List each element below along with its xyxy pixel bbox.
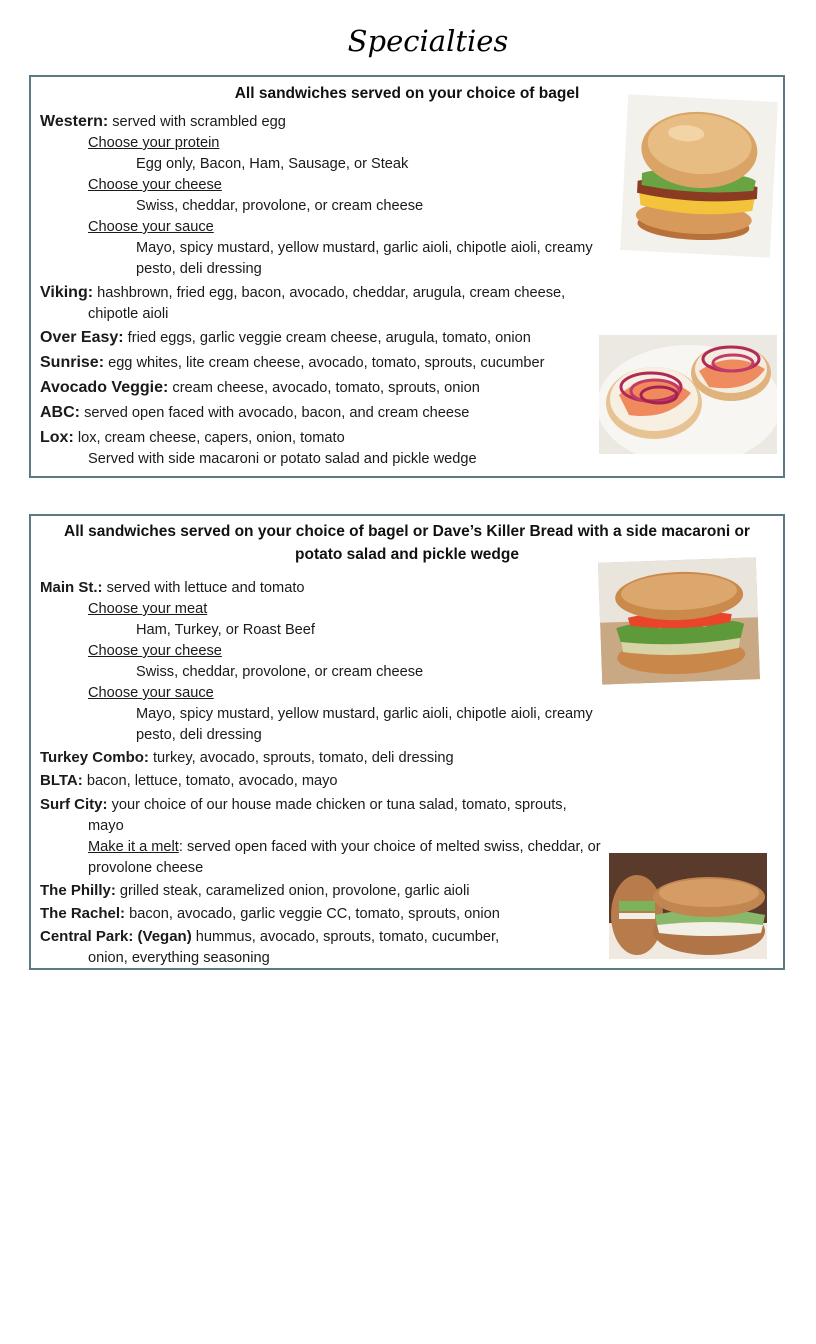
melt-desc-line2: provolone cheese (88, 860, 204, 876)
rachel-desc: bacon, avocado, garlic veggie CC, tomato, sprouts, onion (129, 906, 500, 922)
cheese-options: Swiss, cheddar, provolone, or cream cheese (136, 198, 424, 214)
main-st-desc: served with lettuce and tomato (106, 580, 305, 596)
choose-sauce-label: Choose your sauce (88, 219, 214, 235)
avocado-veggie-name: Avocado Veggie: (40, 379, 169, 396)
make-it-a-melt-label: Make it a melt (88, 839, 179, 855)
viking-item (40, 282, 783, 304)
sauce-options-2-line2: pesto, deli dressing (136, 727, 262, 743)
choose-meat-label: Choose your meat (88, 601, 208, 617)
deli-sandwich-photo (598, 557, 760, 684)
rachel-name: The Rachel: (40, 905, 126, 922)
viking-desc-line2: chipotle aioli (88, 306, 169, 322)
page-title: Specialties (347, 24, 509, 58)
philly-name: The Philly: (40, 882, 116, 899)
choose-sauce-label-2: Choose your sauce (88, 685, 214, 701)
blta-item (40, 770, 783, 792)
sauce-options-2-line1: Mayo, spicy mustard, yellow mustard, garlic aioli, chipotle aioli, creamy (136, 706, 593, 722)
central-park-desc: hummus, avocado, sprouts, tomato, cucumber, (195, 929, 500, 945)
surf-city-item (40, 794, 783, 816)
sauce-options-line1: Mayo, spicy mustard, yellow mustard, garlic aioli, chipotle aioli, creamy (136, 240, 593, 256)
sliced-bagel-sandwich-photo (609, 853, 767, 959)
sunrise-desc: egg whites, lite cream cheese, avocado, tomato, sprouts, cucumber (108, 355, 545, 371)
section1-header: All sandwiches served on your choice of bagel (234, 85, 580, 102)
breakfast-sandwich-photo (620, 94, 778, 258)
central-park-desc-line2: onion, everything seasoning (88, 950, 270, 966)
blta-desc: bacon, lettuce, tomato, avocado, mayo (86, 773, 338, 789)
surf-city-name: Surf City: (40, 796, 108, 813)
philly-desc: grilled steak, caramelized onion, provolone, garlic aioli (119, 883, 470, 899)
choose-cheese-label: Choose your cheese (88, 177, 222, 193)
side-note: Served with side macaroni or potato salad and pickle wedge (88, 451, 477, 467)
lox-name: Lox: (40, 429, 74, 446)
turkey-combo-desc: turkey, avocado, sprouts, tomato, deli dressing (152, 750, 454, 766)
turkey-combo-name: Turkey Combo: (40, 749, 149, 766)
main-st-name: Main St.: (40, 579, 103, 596)
western-desc: served with scrambled egg (112, 114, 286, 130)
central-park-name: Central Park: (Vegan) (40, 928, 192, 945)
lox-desc: lox, cream cheese, capers, onion, tomato (77, 430, 345, 446)
abc-desc: served open faced with avocado, bacon, and cream cheese (84, 405, 470, 421)
lox-bagel-photo (599, 335, 777, 454)
surf-city-desc: your choice of our house made chicken or tuna salad, tomato, sprouts, (111, 797, 567, 813)
cheese-options-2: Swiss, cheddar, provolone, or cream cheese (136, 664, 424, 680)
turkey-combo-item (40, 747, 783, 769)
choose-protein-label: Choose your protein (88, 135, 220, 151)
section2-header: All sandwiches served on your choice of bagel or Dave’s Killer Bread with a side macaroni or potato salad and pickle wedge (64, 523, 750, 563)
blta-name: BLTA: (40, 772, 83, 789)
western-name: Western: (40, 113, 109, 130)
sunrise-name: Sunrise: (40, 354, 105, 371)
avocado-veggie-desc: cream cheese, avocado, tomato, sprouts, onion (172, 380, 480, 396)
over-easy-desc: fried eggs, garlic veggie cream cheese, arugula, tomato, onion (127, 330, 531, 346)
surf-city-desc-line2: mayo (88, 818, 124, 834)
abc-name: ABC: (40, 404, 80, 421)
viking-name: Viking: (40, 284, 94, 301)
choose-cheese-label-2: Choose your cheese (88, 643, 222, 659)
viking-desc: hashbrown, fried egg, bacon, avocado, cheddar, arugula, cream cheese, (97, 285, 566, 301)
sauce-options-line2: pesto, deli dressing (136, 261, 262, 277)
melt-desc: : served open faced with your choice of melted swiss, cheddar, or (178, 839, 601, 855)
over-easy-name: Over Easy: (40, 329, 124, 346)
meat-options: Ham, Turkey, or Roast Beef (136, 622, 315, 638)
protein-options: Egg only, Bacon, Ham, Sausage, or Steak (136, 156, 409, 172)
